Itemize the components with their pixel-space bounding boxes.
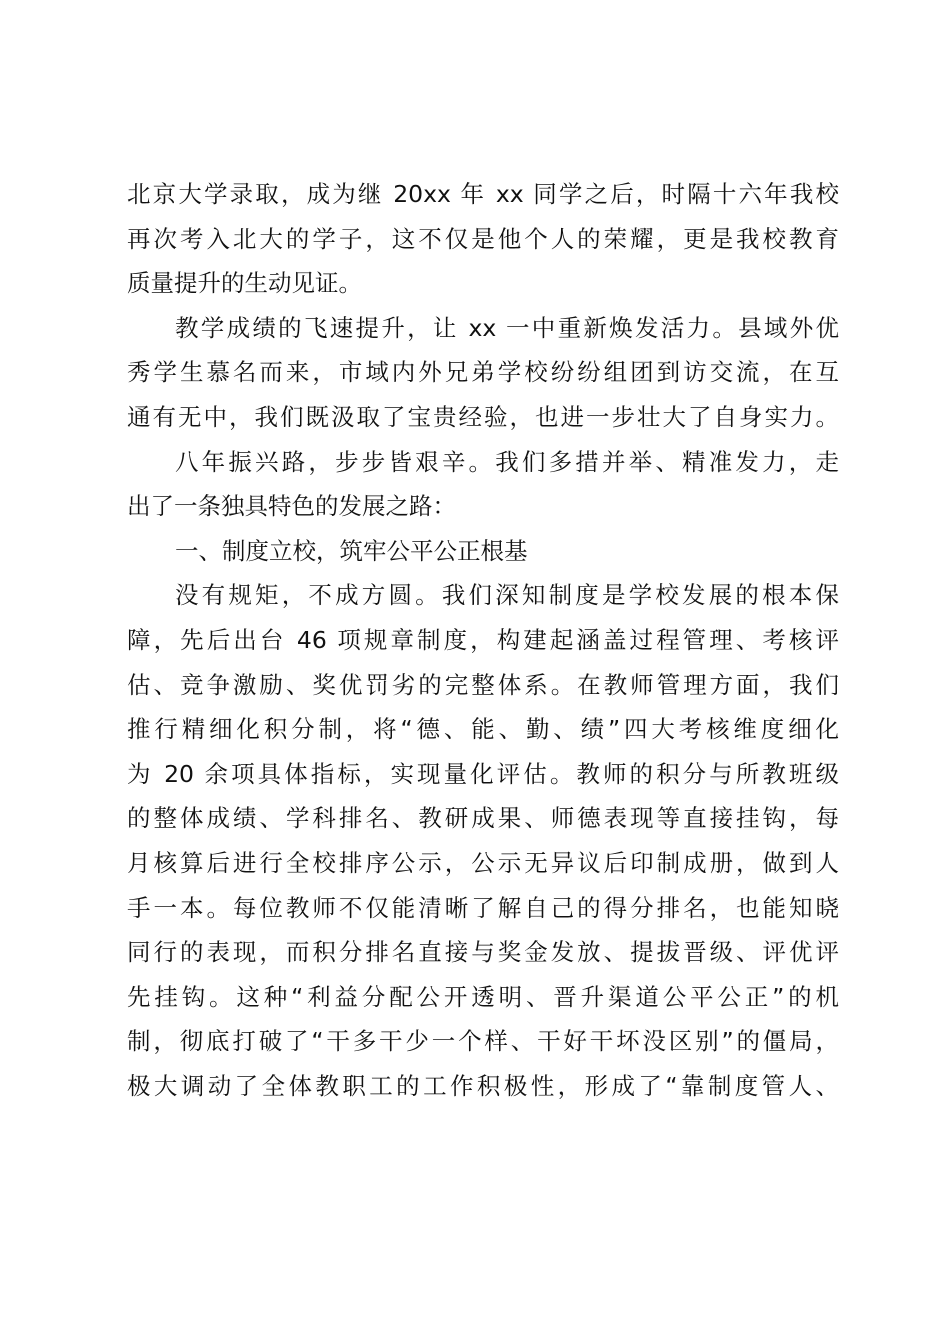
text-line: 质量提升的生动见证。 (127, 269, 362, 298)
text-line: 再次考入北大的学子，这不仅是他个人的荣耀，更是我校教育 (127, 224, 839, 253)
paragraph-first-line: 教学成绩的飞速提升，让 xx 一中重新焕发活力。县域外优 (175, 313, 839, 342)
document-body (127, 172, 839, 1108)
text-line: 估、竞争激励、奖优罚劣的完整体系。在教师管理方面，我们 (127, 670, 839, 699)
text-line: 通有无中，我们既汲取了宝贵经验，也进一步壮大了自身实力。 (127, 402, 839, 431)
section-heading: 一、制度立校，筑牢公平公正根基 (175, 536, 528, 565)
text-line: 障，先后出台 46 项规章制度，构建起涵盖过程管理、考核评 (127, 625, 839, 654)
text-line: 同行的表现，而积分排名直接与奖金发放、提拔晋级、评优评 (127, 938, 839, 967)
text-line: 月核算后进行全校排序公示，公示无异议后印制成册，做到人 (127, 848, 839, 877)
text-line: 秀学生慕名而来，市域内外兄弟学校纷纷组团到访交流，在互 (127, 358, 839, 387)
text-line: 的整体成绩、学科排名、教研成果、师德表现等直接挂钩，每 (127, 804, 839, 833)
paragraph-first-line: 没有规矩，不成方圆。我们深知制度是学校发展的根本保 (175, 581, 839, 610)
text-line: 为 20 余项具体指标，实现量化评估。教师的积分与所教班级 (127, 759, 839, 788)
text-line: 推行精细化积分制，将“德、能、勤、绩”四大考核维度细化 (127, 715, 839, 744)
text-line: 制，彻底打破了“干多干少一个样、干好干坏没区别”的僵局， (127, 1027, 839, 1056)
text-line: 出了一条独具特色的发展之路： (127, 492, 456, 521)
text-line: 北京大学录取，成为继 20xx 年 xx 同学之后，时隔十六年我校 (127, 180, 839, 208)
text-line: 手一本。每位教师不仅能清晰了解自己的得分排名，也能知晓 (127, 893, 839, 922)
text-line: 先挂钩。这种“利益分配公开透明、晋升渠道公平公正”的机 (127, 982, 839, 1011)
paragraph-first-line: 八年振兴路，步步皆艰辛。我们多措并举、精准发力，走 (175, 447, 839, 476)
text-line: 极大调动了全体教职工的工作积极性，形成了“靠制度管人、 (127, 1071, 839, 1100)
